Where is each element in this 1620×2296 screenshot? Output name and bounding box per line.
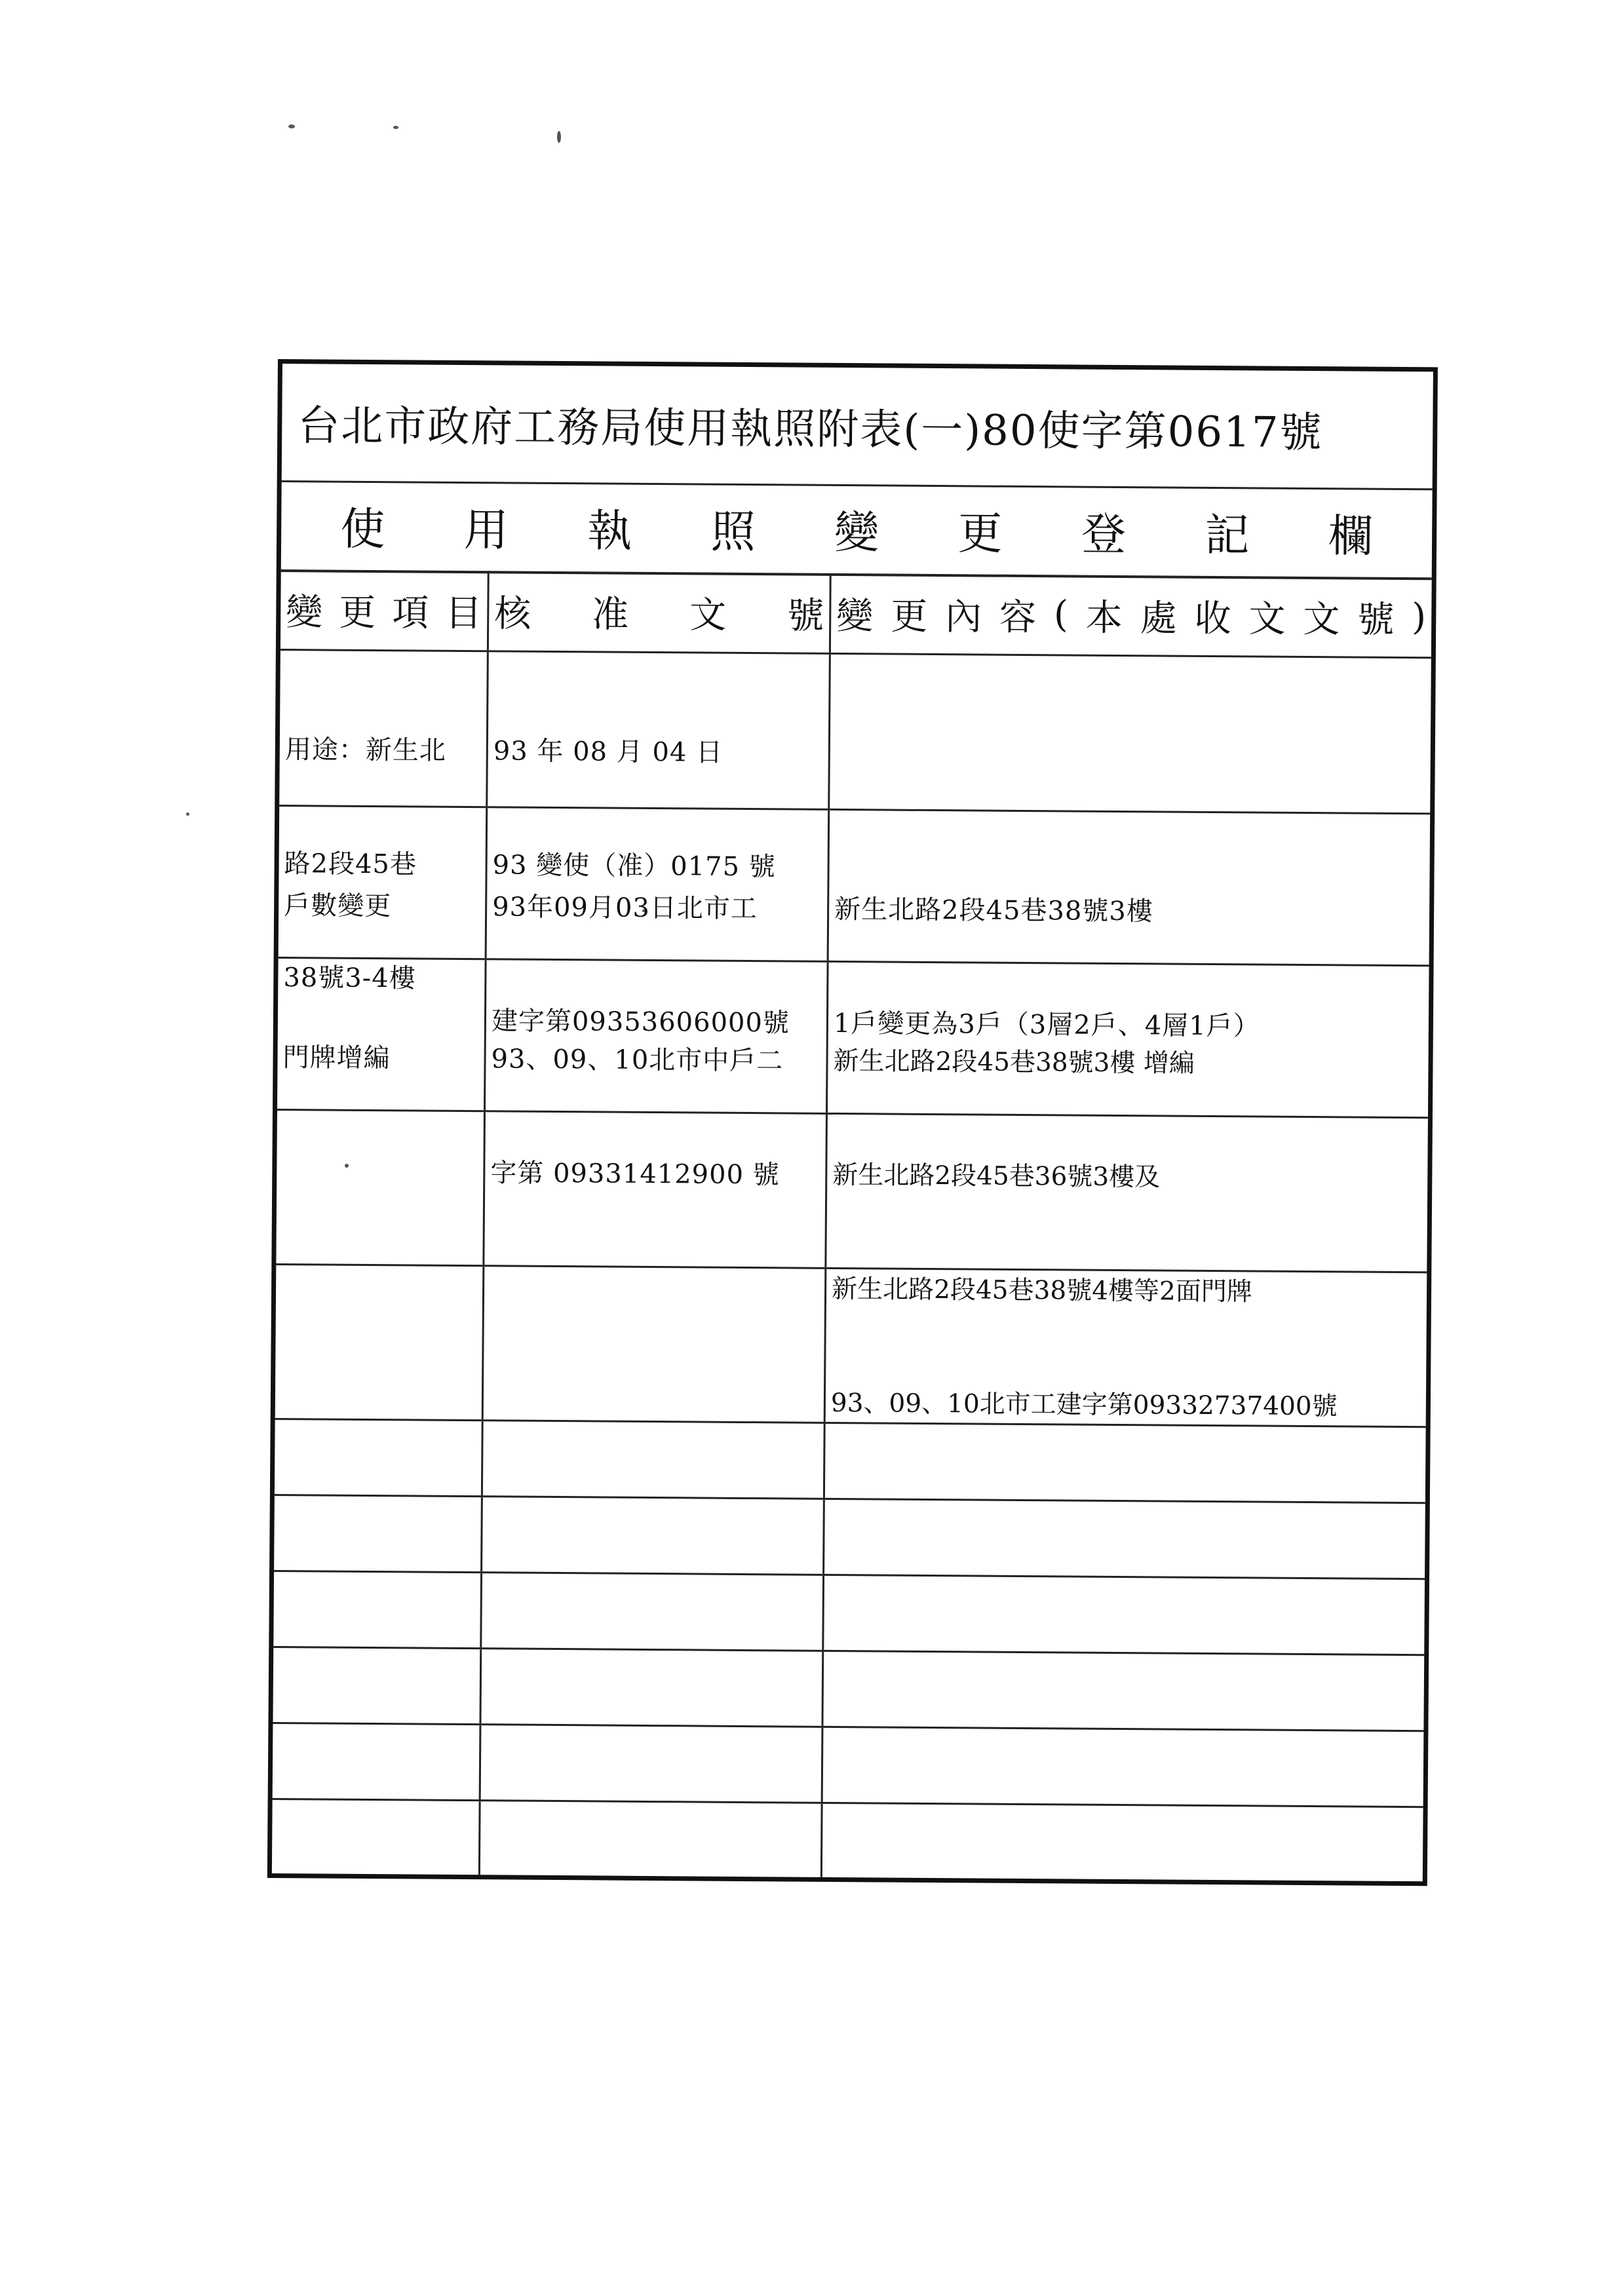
header-char: 文 bbox=[1248, 597, 1286, 641]
approval-cell bbox=[481, 1725, 824, 1802]
item-cell bbox=[276, 1111, 486, 1265]
header-char: 內 bbox=[944, 595, 982, 639]
approval-cell bbox=[484, 1112, 828, 1267]
change-register-form bbox=[267, 359, 1438, 1886]
approval-cell bbox=[482, 1497, 825, 1574]
approval-cell bbox=[481, 1649, 824, 1726]
content-cell bbox=[823, 1728, 1424, 1806]
header-content bbox=[831, 573, 1432, 657]
header-char: 項 bbox=[392, 591, 429, 635]
item-line: 門牌增編 bbox=[282, 1043, 391, 1074]
approval-line: 93 年 08 月 04 日 bbox=[493, 736, 723, 768]
content-line: 新生北路2段45巷38號3樓 bbox=[834, 894, 1154, 927]
approval-line: 93年09月03日北市工 bbox=[492, 892, 758, 925]
section-char: 執 bbox=[587, 505, 632, 558]
item-line: 戶數變更 bbox=[284, 890, 392, 922]
item-cell bbox=[273, 1648, 482, 1723]
scan-speck bbox=[393, 126, 398, 129]
header-char: ) bbox=[1412, 596, 1427, 639]
item-line: 用途：新生北 bbox=[284, 735, 446, 766]
section-char: 照 bbox=[710, 506, 756, 558]
item-cell bbox=[273, 1572, 482, 1647]
header-item bbox=[280, 569, 490, 650]
table-row bbox=[272, 1800, 1423, 1881]
header-char: 變 bbox=[836, 594, 874, 638]
header-approval bbox=[489, 571, 832, 653]
table-row bbox=[277, 959, 1429, 1422]
header-char: ( bbox=[1053, 593, 1069, 636]
content-cell bbox=[824, 1500, 1425, 1578]
header-char: 文 bbox=[689, 593, 727, 637]
content-cell bbox=[826, 1269, 1427, 1426]
content-line: 新生北路2段45巷38號4樓等2面門牌 bbox=[831, 1274, 1252, 1307]
approval-cell bbox=[486, 960, 829, 1191]
approval-line: 建字第09353606000號 bbox=[491, 1006, 790, 1039]
header-char: 號 bbox=[1357, 598, 1395, 641]
item-cell bbox=[275, 1265, 485, 1419]
item-cell bbox=[279, 807, 488, 958]
scan-speck bbox=[288, 124, 295, 128]
section-char: 變 bbox=[834, 507, 879, 559]
header-char: 容 bbox=[999, 596, 1037, 639]
item-cell bbox=[273, 1724, 482, 1799]
approval-cell bbox=[488, 652, 831, 883]
approval-line: 字第 09331412900 號 bbox=[490, 1158, 780, 1191]
content-cell bbox=[824, 1576, 1425, 1654]
content-line: 1戶變更為3戶（3層2戶、4層1戶） bbox=[833, 1008, 1260, 1042]
header-char: 目 bbox=[445, 592, 482, 635]
section-char: 登 bbox=[1081, 508, 1127, 561]
approval-cell bbox=[480, 1801, 823, 1877]
item-cell bbox=[277, 959, 487, 1110]
approval-cell bbox=[483, 1421, 826, 1498]
content-cell bbox=[829, 811, 1431, 1042]
content-cell bbox=[828, 963, 1429, 1422]
header-char: 更 bbox=[339, 591, 376, 634]
header-char: 號 bbox=[787, 594, 824, 638]
section-char: 記 bbox=[1205, 509, 1250, 562]
header-char: 變 bbox=[286, 590, 323, 634]
scan-speck bbox=[186, 813, 189, 816]
item-line: 38號3-4樓 bbox=[283, 963, 416, 994]
header-char: 處 bbox=[1140, 596, 1177, 640]
scan-speck bbox=[557, 131, 561, 143]
approval-line: 93 變使（准）0175 號 bbox=[492, 850, 776, 883]
header-char: 更 bbox=[890, 595, 928, 638]
item-cell bbox=[275, 1420, 484, 1495]
table-row bbox=[274, 1496, 1425, 1580]
content-cell bbox=[825, 1424, 1426, 1502]
approval-cell bbox=[487, 808, 830, 1039]
register-table bbox=[272, 569, 1432, 1881]
header-char: 准 bbox=[592, 592, 629, 636]
approval-line: 93、09、10北市中戶二 bbox=[491, 1044, 784, 1077]
table-row bbox=[273, 1648, 1424, 1732]
content-line: 新生北路2段45巷38號3樓 增編 bbox=[833, 1046, 1195, 1079]
section-char: 更 bbox=[957, 507, 1003, 560]
content-cell bbox=[823, 1652, 1424, 1730]
content-cell bbox=[822, 1804, 1423, 1881]
form-title: 台北市政府工務局使用執照附表(一)80使字第0617號 bbox=[282, 364, 1433, 490]
content-line: 93、09、10北市工建字第09332737400號 bbox=[830, 1388, 1338, 1422]
content-line: 新生北路2段45巷36號3樓及 bbox=[832, 1160, 1161, 1193]
header-char: 核 bbox=[494, 592, 531, 636]
table-row bbox=[273, 1572, 1425, 1656]
table-row bbox=[276, 1111, 1428, 1273]
item-line: 路2段45巷 bbox=[284, 849, 417, 880]
table-row bbox=[273, 1724, 1424, 1808]
item-cell bbox=[272, 1800, 481, 1875]
content-cell bbox=[826, 1115, 1428, 1271]
section-char: 欄 bbox=[1328, 510, 1374, 563]
header-char: 本 bbox=[1085, 596, 1123, 640]
table-row bbox=[275, 1265, 1427, 1428]
table-row bbox=[275, 1420, 1426, 1504]
section-char: 用 bbox=[463, 504, 509, 556]
header-char: 文 bbox=[1303, 598, 1340, 641]
section-heading bbox=[281, 480, 1433, 580]
table-header-row bbox=[280, 569, 1432, 659]
item-cell bbox=[274, 1496, 483, 1571]
header-char: 收 bbox=[1194, 597, 1231, 640]
content-cell bbox=[830, 655, 1431, 813]
approval-cell bbox=[482, 1573, 824, 1650]
approval-cell bbox=[484, 1267, 827, 1422]
section-char: 使 bbox=[340, 503, 385, 556]
